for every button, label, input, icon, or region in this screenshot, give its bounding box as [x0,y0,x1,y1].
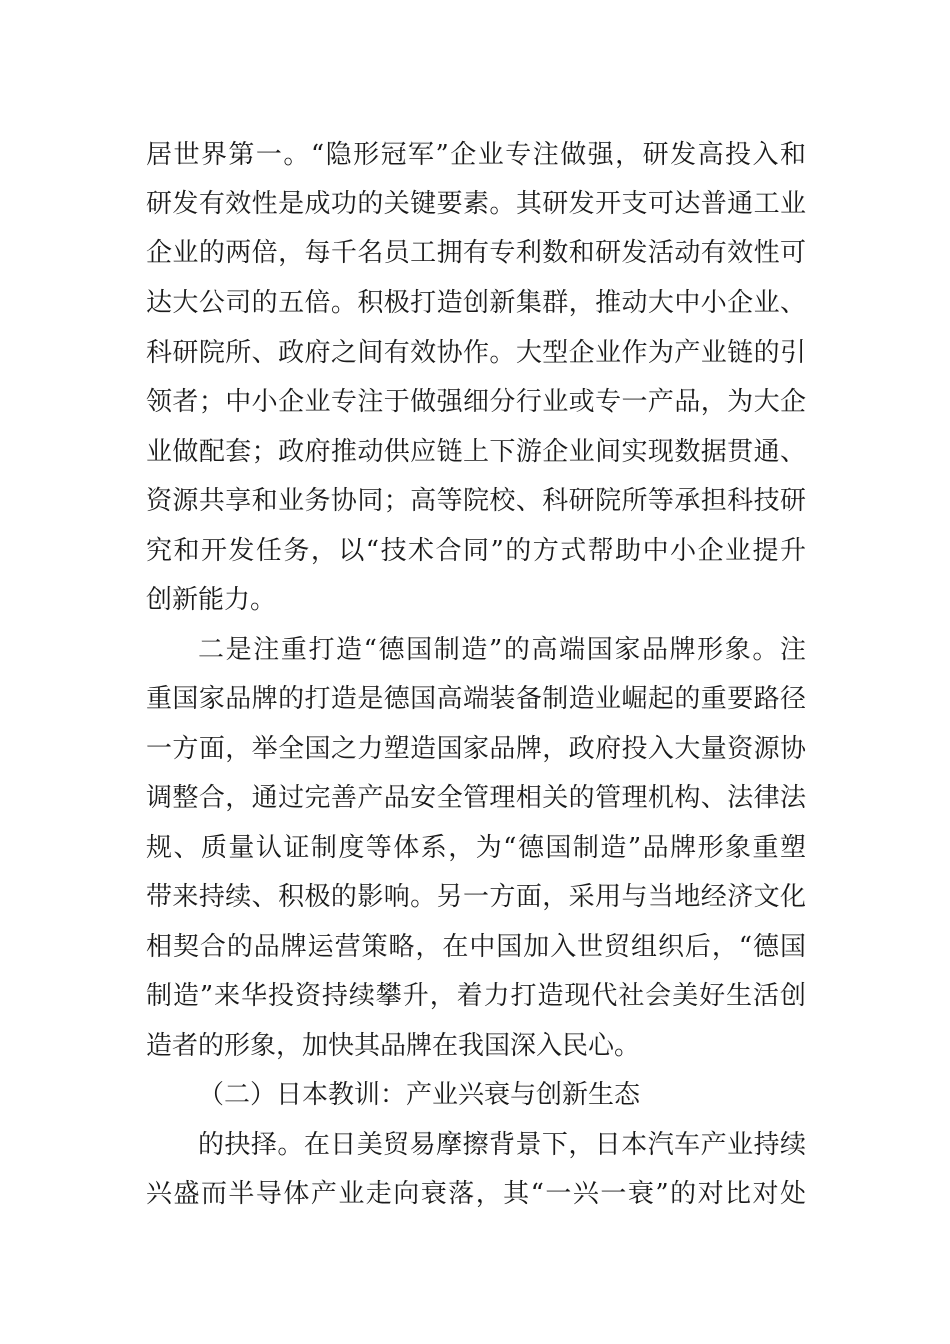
paragraph-line-11: 二是注重打造“德国制造”的高端国家品牌形象。注 [198,635,806,665]
paragraph-line-3: 企业的两倍，每千名员工拥有专利数和研发活动有效性可 [146,238,806,268]
paragraph-line-2: 研发有效性是成功的关键要素。其研发开支可达普通工业 [146,189,806,219]
paragraph-line-14: 调整合，通过完善产品安全管理相关的管理机构、法律法 [146,783,806,813]
paragraph-line-15: 规、质量认证制度等体系，为“德国制造”品牌形象重塑 [146,833,806,863]
paragraph-line-19: 造者的形象，加快其品牌在我国深入民心。 [146,1031,641,1061]
paragraph-line-1: 居世界第一。“隐形冠军”企业专注做强，研发高投入和 [146,140,806,170]
paragraph-line-7: 业做配套；政府推动供应链上下游企业间实现数据贯通、 [146,437,806,467]
paragraph-line-9: 究和开发任务，以“技术合同”的方式帮助中小企业提升 [146,536,806,566]
paragraph-line-6: 领者；中小企业专注于做强细分行业或专一产品，为大企 [146,387,806,417]
paragraph-line-10: 创新能力。 [146,585,277,615]
paragraph-line-16: 带来持续、积极的影响。另一方面，采用与当地经济文化 [146,882,806,912]
paragraph-line-18: 制造”来华投资持续攀升，着力打造现代社会美好生活创 [146,981,806,1011]
paragraph-line-4: 达大公司的五倍。积极打造创新集群，推动大中小企业、 [146,288,806,318]
paragraph-line-21: 的抉择。在日美贸易摩擦背景下，日本汽车产业持续 [198,1130,806,1160]
paragraph-line-8: 资源共享和业务协同；高等院校、科研院所等承担科技研 [146,486,806,516]
paragraph-line-22: 兴盛而半导体产业走向衰落，其“一兴一衰”的对比对处 [146,1179,806,1209]
paragraph-line-5: 科研院所、政府之间有效协作。大型企业作为产业链的引 [146,338,806,368]
paragraph-line-12: 重国家品牌的打造是德国高端装备制造业崛起的重要路径 [146,684,806,714]
section-heading: （二）日本教训：产业兴衰与创新生态 [198,1080,641,1110]
paragraph-line-17: 相契合的品牌运营策略，在中国加入世贸组织后，“德国 [146,932,806,962]
paragraph-line-13: 一方面，举全国之力塑造国家品牌，政府投入大量资源协 [146,734,806,764]
